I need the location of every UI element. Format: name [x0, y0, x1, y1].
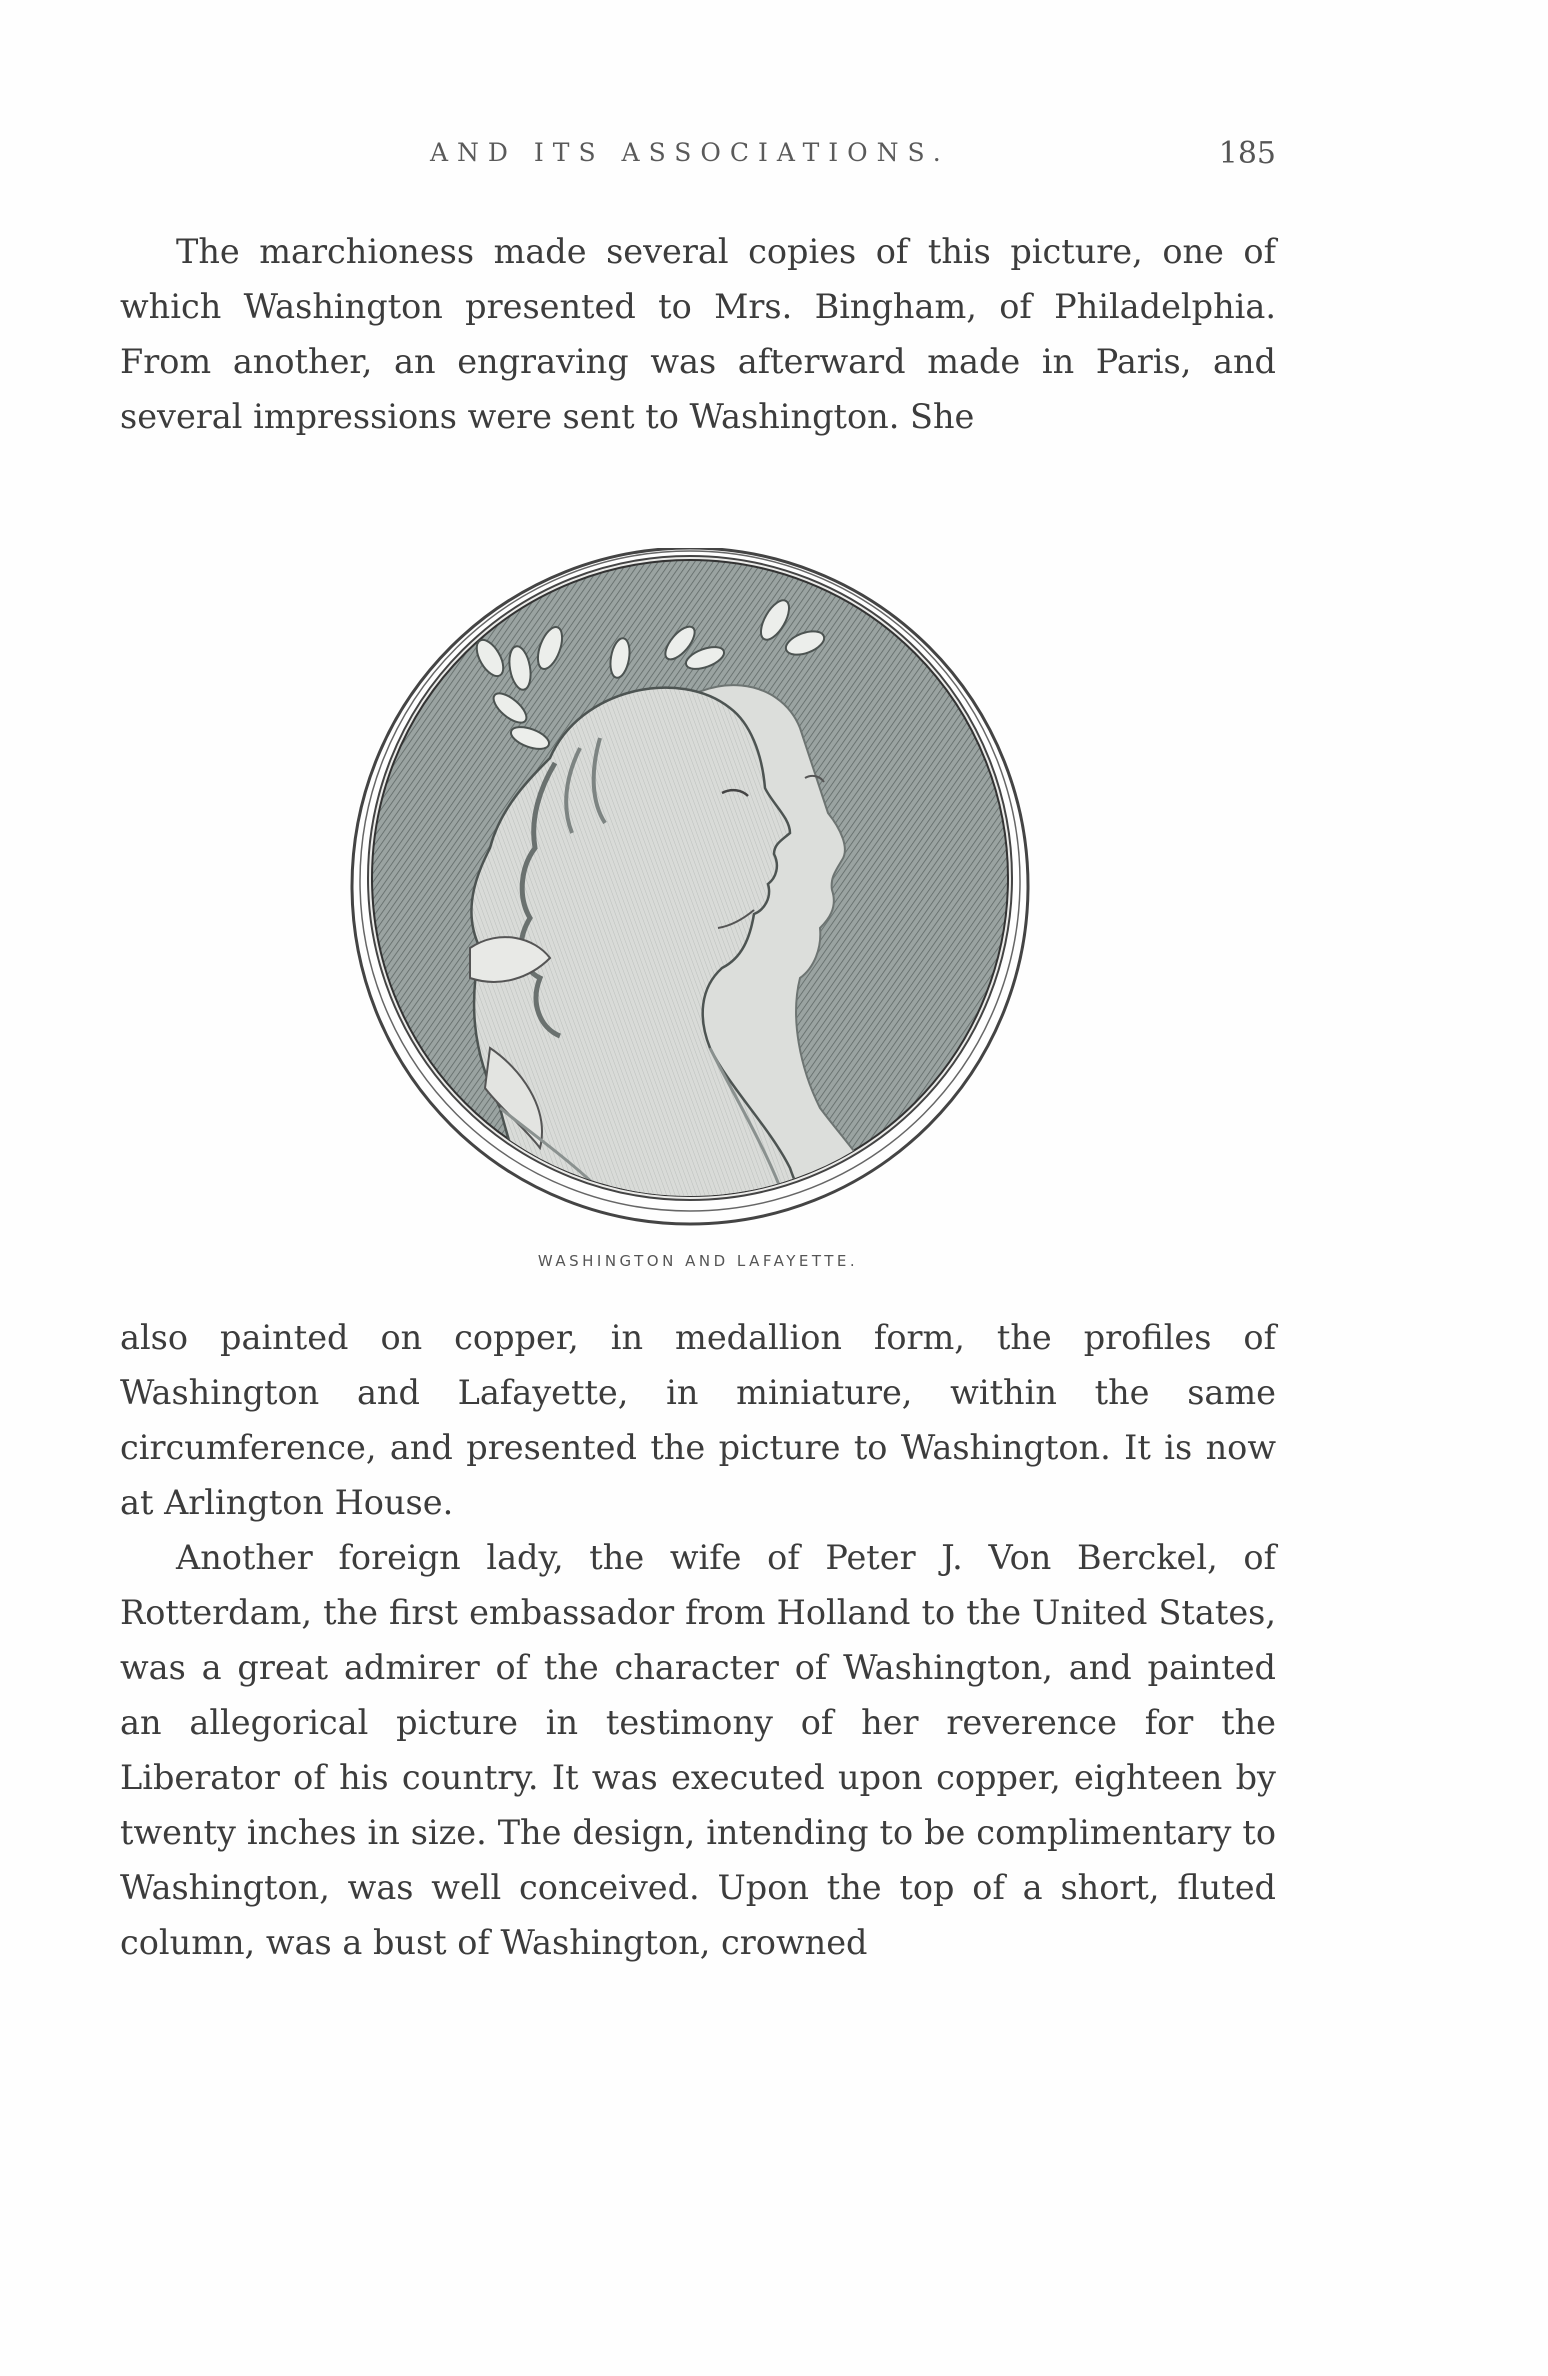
medallion-illustration — [350, 548, 1030, 1238]
paragraph-top-text: The marchioness made several copies of this picture, one of which Washington presented to Mrs. Bingham, of Philadelphia. From another, an engraving was afterward made in Paris, and several impressions were sent to Washington. She — [120, 232, 1276, 436]
page-number: 185 — [1218, 136, 1276, 171]
medallion-engraving-icon — [350, 548, 1030, 1238]
running-title: AND ITS ASSOCIATIONS. — [430, 138, 950, 167]
paragraph-continued: also painted on copper, in medallion form, the profiles of Washington and Lafayette, in miniature, within the same circumference, and presented the picture to Washington. It is now at Arlington House. — [120, 1318, 1276, 1522]
illustration-caption: WASHINGTON AND LAFAYETTE. — [537, 1252, 859, 1270]
paragraph-another-lady: Another foreign lady, the wife of Peter J. Von Berckel, of Rotterdam, the first embassador from Holland to the United States, was a great admirer of the character of Washington, and painted an allegorical picture in testimony of her reverence for the Liberator of his country. It was executed upon copper, eighteen by twenty inches in size. The design, intending to be complimentary to Washington, was well conceived. Upon the top of a short, fluted column, was a bust of Washington, crowned — [120, 1538, 1276, 1962]
running-head — [120, 138, 1276, 182]
paragraphs-bottom — [120, 1310, 1276, 1970]
paragraph-top — [120, 224, 1276, 444]
